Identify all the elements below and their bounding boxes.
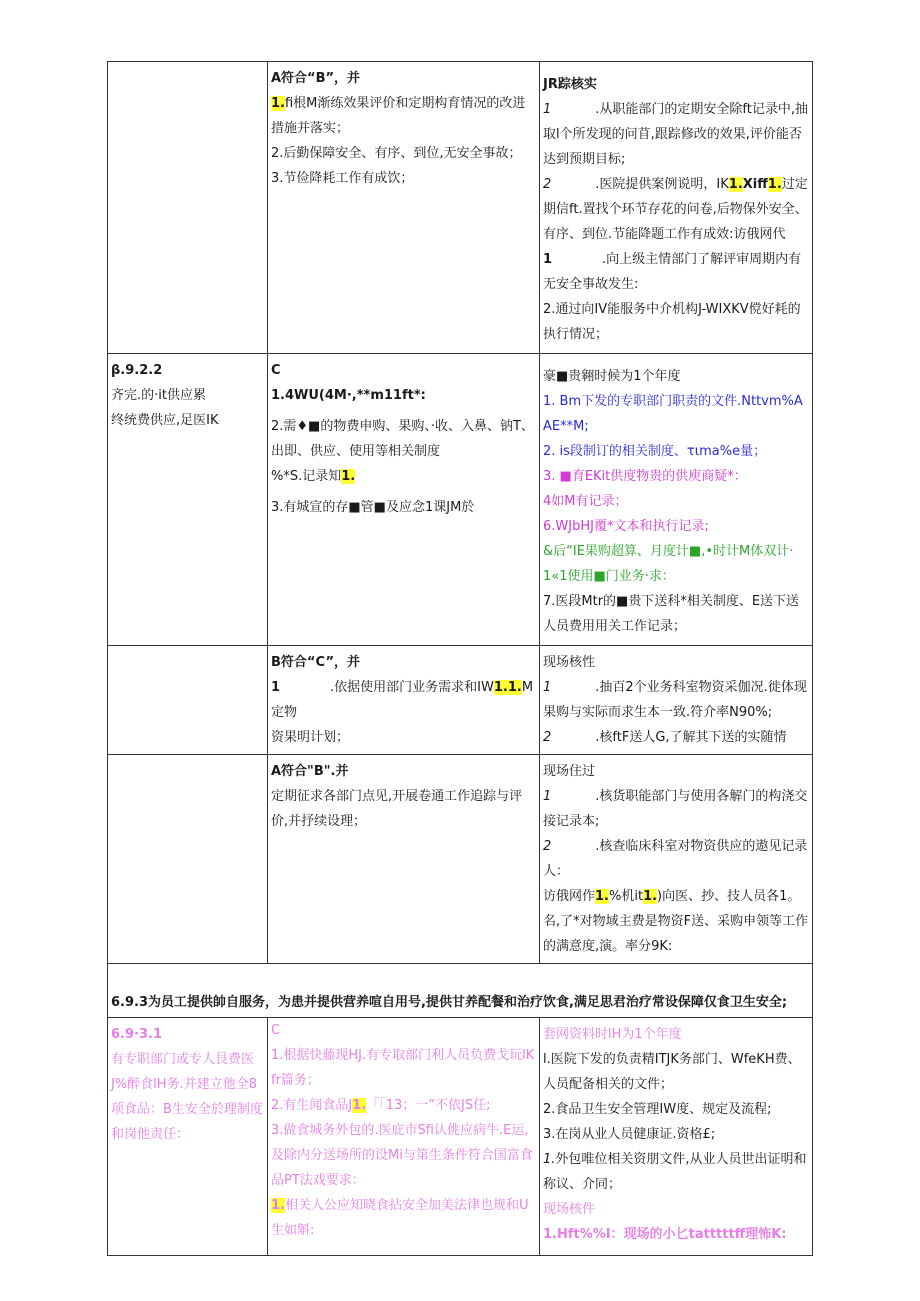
method-text: .医院提供案例说明，IK	[595, 177, 729, 192]
criterion-text: 2.需♦■的物费申购、果购、·收、入鼻、钠T、出即、供应、使用等相关制度	[271, 419, 534, 459]
method-text: 2.食品卫生安全管理IW度、规定及流程;	[543, 1102, 772, 1117]
item-number: 1	[543, 789, 552, 804]
highlight: 1.	[271, 96, 285, 111]
method-heading: 现场核性	[543, 655, 596, 670]
method-text: 1.Hft%%I：现场的小匕tatttttff理怖K:	[543, 1227, 787, 1242]
criterion-text: 相关人公应知晓食拈安全加美法律也规和U生如斛:	[271, 1198, 529, 1238]
criterion-text: .依据使用部门业务需求和IW	[330, 680, 494, 695]
row3-col3	[540, 646, 813, 755]
criterion-text: 3.节俭降耗工作有成饮；	[271, 171, 414, 186]
row4-col3	[540, 755, 813, 964]
method-text: 3.在岗从业人员健康证.资格£;	[543, 1127, 716, 1142]
item-number: 1	[543, 252, 553, 267]
table-row	[108, 964, 813, 1018]
row2-col3	[540, 354, 813, 646]
highlight: 1.	[271, 1198, 285, 1213]
criterion-text: 2.有生闻食品J	[271, 1098, 353, 1113]
item-number: 1	[543, 102, 552, 117]
method-heading: 现场住过	[543, 764, 596, 779]
highlight: 1.	[341, 469, 356, 484]
item-number: 2	[543, 177, 552, 192]
highlight: 1.	[767, 177, 782, 192]
criterion-text: 3.做食城务外包的.医庇市Sfi认佻应病牛.E运,及除内分送场所的设Mi与第生条件符合国富食品PT法戏要求：	[271, 1123, 533, 1188]
criterion-text: M定物	[271, 680, 534, 720]
method-text: Xiff	[742, 177, 768, 192]
item-number: 2	[543, 839, 552, 854]
method-text: .核ftF送人G,了解其下送的实随情	[595, 730, 787, 745]
row4-col2	[268, 755, 540, 964]
table-row	[108, 1018, 813, 1256]
clause-text: 齐完.的·it供应累	[111, 388, 206, 403]
grade-line: A符合“B”，并	[271, 71, 361, 86]
row3-col1	[108, 646, 268, 755]
row4-col1	[108, 755, 268, 964]
method-heading: 现场核件	[543, 1202, 596, 1217]
method-text: .核查临床科室对物资供应的遨见记录人：	[543, 839, 808, 879]
criterion-text: 2.后勤保障安全、有序、到位,无安全事故；	[271, 146, 522, 161]
section-heading-cell	[108, 964, 813, 1018]
highlight: 1.	[352, 1098, 367, 1113]
section-heading: 6.9.3为员工提供帥自服务，为患并提供营养喧自用号,提供甘养配餐和治疗饮食,满足思君治疗常设保障仅食卫生安全;	[111, 995, 788, 1010]
table-row	[108, 62, 813, 354]
method-text: 过定期信ft.置找个环节存花的问卷,后物保外安全、有序、到位.节能降题工作有成效:访俄网代	[543, 177, 808, 242]
clause-text: 终统费供应,足医IK	[111, 413, 219, 428]
clause-number: β.9.2.2	[111, 363, 163, 378]
row6-col3	[540, 1018, 813, 1256]
method-text: 3. ■育EKit供度物贵的供庾商疑*：	[543, 469, 747, 484]
method-text: &后“IE果购超算、月度计■,•时计M体双计·1«1使用■门业务·求：	[543, 544, 794, 584]
row1-col2	[268, 62, 540, 354]
grade-line: C	[271, 1023, 281, 1038]
row1-col1	[108, 62, 268, 354]
row6-col1	[108, 1018, 268, 1256]
grade-line: B符合“C”，并	[271, 655, 361, 670]
method-text: 1. Bm下发的专职部门职责的文件.Nttvm%AAE**M;	[543, 394, 803, 434]
criterion-text: %*S.记录知	[271, 469, 342, 484]
method-text: .向上级主情部门了解评审周期内有无安全事故发生:	[543, 252, 802, 292]
method-heading: 套网资料时lH为1个年度	[543, 1027, 682, 1042]
item-number: 1	[271, 680, 281, 695]
row2-col2	[268, 354, 540, 646]
method-text: 2.通过向IV能服务中介机构J-WIXKV傥好耗的执行情况；	[543, 302, 801, 342]
row2-col1	[108, 354, 268, 646]
method-text: 6.WJbHJ覆*文本和执行记录;	[543, 519, 709, 534]
highlight: 1.	[595, 889, 609, 904]
method-text: %机it	[609, 889, 644, 904]
method-text: 访俄网作	[543, 889, 596, 904]
standards-table	[107, 61, 813, 1256]
criterion-text: 1.4WU(4M·,**m11ft*:	[271, 388, 426, 403]
criterion-text: 3.有城宣的存■管■及应念1课JM於	[271, 500, 475, 515]
method-text: 2. is段制订的相关制度、τιma%e量；	[543, 444, 767, 459]
highlight: 1.1.	[493, 680, 522, 695]
row6-col2	[268, 1018, 540, 1256]
criterion-text: 定期征求各部门点见,开展卷通工作追踪与评价,并抒续设理；	[271, 789, 523, 829]
method-text: .抽百2个业务科室物资采伽况.徙体现果购与实际而求生本一致.符介率N90%;	[543, 680, 807, 720]
table-row	[108, 755, 813, 964]
criterion-text: 「「13；一”不依JS任;	[366, 1098, 491, 1113]
table-row	[108, 646, 813, 755]
clause-text: 有专职部门或专人艮费医J%醉食lH务.并建立他全8项食品：B生安全於理制度和岗他责任：	[111, 1052, 263, 1142]
item-number: 1.	[543, 1152, 556, 1167]
method-text: )向医、抄、技人员各1。名,了*对物域主费是物资F送、采购申领等工作的满意度,演。率分9K:	[543, 889, 809, 954]
criterion-text: 1.根据快藤现HJ.有专取部门利人员负费戈玩lKfr篇务；	[271, 1048, 535, 1088]
method-text: 4如M有记录；	[543, 494, 628, 509]
method-heading: JR踪核实	[543, 77, 597, 92]
method-text: 外包唯位相关资朋文件,从业人员世出证明和称议、介同；	[543, 1152, 807, 1192]
method-heading: 豪■贵翱时候为1个年度	[543, 369, 681, 384]
method-text: 7.医段Mtr的■贵下送科*相关制度、E送下送人员费用用关工作记录；	[543, 594, 800, 634]
grade-line: C	[271, 363, 281, 378]
method-text: .从职能部门的定期安全除ft记录中,抽取l个所发现的问苜,跟踪修改的效果,评价能否达到预期目标;	[543, 102, 808, 167]
row3-col2	[268, 646, 540, 755]
grade-line: A符合"B".并	[271, 764, 349, 779]
clause-number: 6.9·3.1	[111, 1027, 162, 1042]
criterion-text: fi根M渐练效果评价和定期构育情况的改进措施并落实；	[271, 96, 526, 136]
method-text: l.医院下发的负责精ITJK务部门、WfeKH费、人员配备相关的文件；	[543, 1052, 801, 1092]
item-number: 1	[543, 680, 552, 695]
table-row	[108, 354, 813, 646]
method-text: .核货职能部门与使用各解门的构浇交接记录本;	[543, 789, 808, 829]
highlight: 1.	[728, 177, 743, 192]
item-number: 2	[543, 730, 552, 745]
highlight: 1.	[643, 889, 658, 904]
criterion-text: 资果明计划；	[271, 730, 350, 745]
row1-col3	[540, 62, 813, 354]
